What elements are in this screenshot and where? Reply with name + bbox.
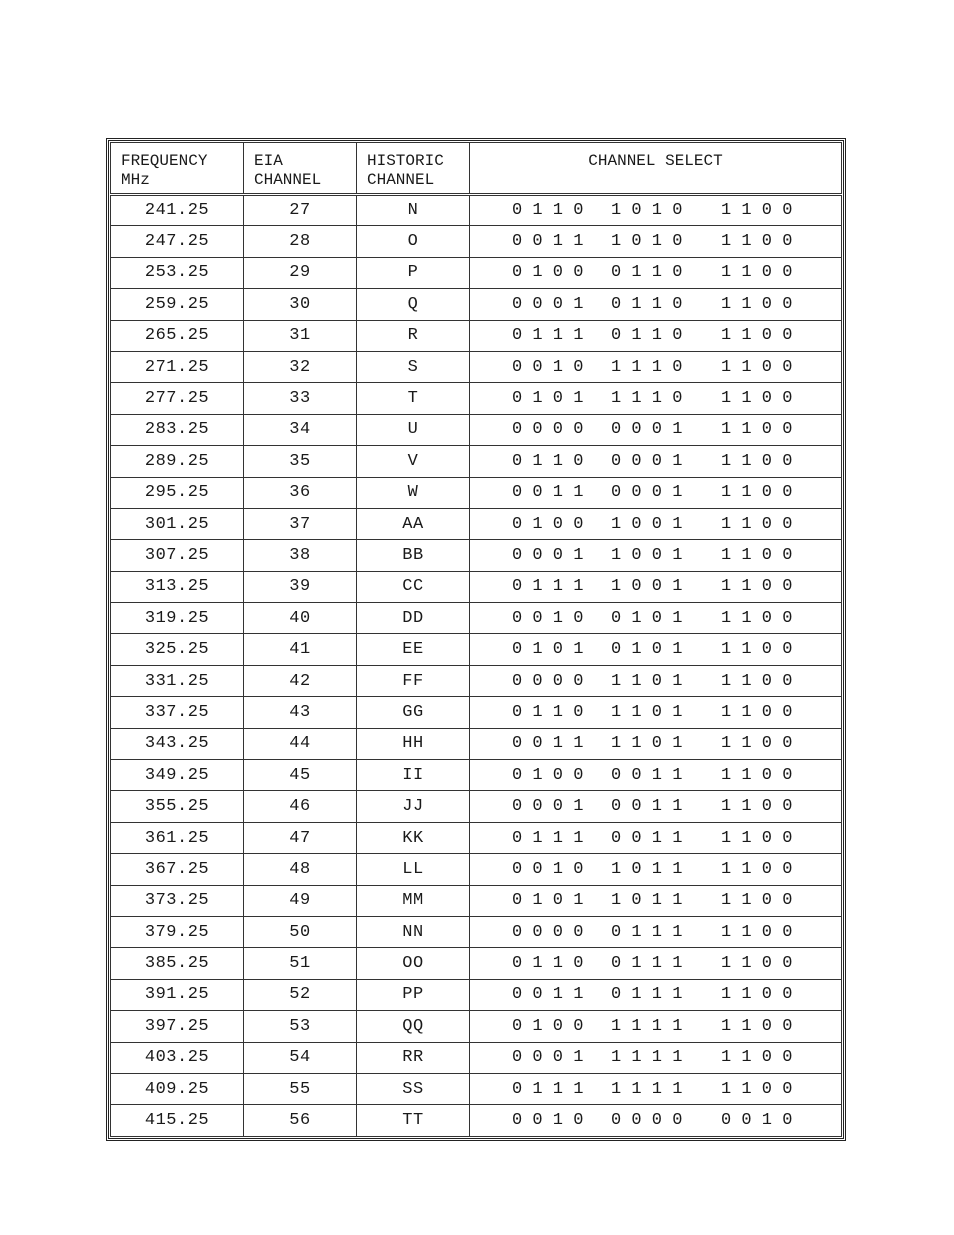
cell-historic-channel: V: [357, 446, 470, 477]
select-group-1: 0 0 1 1: [512, 483, 584, 503]
select-group-2: 0 1 1 1: [611, 985, 683, 1005]
cell-eia-channel: 33: [244, 383, 357, 414]
table-row: [111, 916, 842, 947]
select-group-1: 0 1 0 0: [512, 514, 584, 534]
select-group-3: 1 1 0 0: [721, 294, 793, 314]
cell-eia-channel: 29: [244, 257, 357, 288]
header-historic-line2: CHANNEL: [367, 171, 435, 189]
cell-eia-channel: 34: [244, 414, 357, 445]
select-group-3: 1 1 0 0: [721, 1016, 793, 1036]
table-row: [111, 728, 842, 759]
cell-channel-select: [470, 477, 842, 508]
cell-historic-channel: NN: [357, 916, 470, 947]
cell-historic-channel: T: [357, 383, 470, 414]
table-row: [111, 1011, 842, 1042]
cell-frequency: 379.25: [111, 916, 244, 947]
cell-historic-channel: GG: [357, 697, 470, 728]
select-group-2: 1 1 0 1: [611, 734, 683, 754]
select-group-3: 1 1 0 0: [721, 734, 793, 754]
cell-historic-channel: N: [357, 195, 470, 226]
select-group-1: 0 1 1 1: [512, 577, 584, 597]
select-group-1: 0 0 1 0: [512, 357, 584, 377]
cell-historic-channel: CC: [357, 571, 470, 602]
cell-historic-channel: FF: [357, 665, 470, 696]
select-group-2: 1 1 0 1: [611, 702, 683, 722]
table-row: [111, 351, 842, 382]
select-group-1: 0 1 1 1: [512, 1079, 584, 1099]
cell-eia-channel: 55: [244, 1073, 357, 1104]
cell-channel-select: [470, 1011, 842, 1042]
select-group-2: 1 0 0 1: [611, 577, 683, 597]
cell-channel-select: [470, 1105, 842, 1136]
cell-historic-channel: W: [357, 477, 470, 508]
select-group-1: 0 1 0 0: [512, 263, 584, 283]
select-group-2: 0 1 1 0: [611, 263, 683, 283]
table-row: [111, 226, 842, 257]
cell-channel-select: [470, 665, 842, 696]
select-group-3: 1 1 0 0: [721, 232, 793, 252]
table-row: [111, 697, 842, 728]
cell-frequency: 409.25: [111, 1073, 244, 1104]
select-group-3: 1 1 0 0: [721, 828, 793, 848]
select-group-3: 1 1 0 0: [721, 201, 793, 221]
header-channel-select: [470, 143, 842, 195]
cell-eia-channel: 56: [244, 1105, 357, 1136]
select-group-1: 0 1 1 0: [512, 954, 584, 974]
select-group-1: 0 1 1 0: [512, 451, 584, 471]
cell-frequency: 403.25: [111, 1042, 244, 1073]
cell-eia-channel: 54: [244, 1042, 357, 1073]
table-row: [111, 665, 842, 696]
cell-eia-channel: 31: [244, 320, 357, 351]
cell-historic-channel: QQ: [357, 1011, 470, 1042]
cell-channel-select: [470, 571, 842, 602]
cell-frequency: 271.25: [111, 351, 244, 382]
cell-historic-channel: P: [357, 257, 470, 288]
select-group-2: 0 0 0 1: [611, 451, 683, 471]
cell-channel-select: [470, 760, 842, 791]
cell-eia-channel: 43: [244, 697, 357, 728]
select-group-2: 1 1 1 0: [611, 357, 683, 377]
select-group-1: 0 1 1 0: [512, 702, 584, 722]
cell-historic-channel: RR: [357, 1042, 470, 1073]
select-group-2: 1 0 1 0: [611, 232, 683, 252]
table-row: [111, 822, 842, 853]
cell-historic-channel: DD: [357, 603, 470, 634]
select-group-2: 0 1 1 1: [611, 954, 683, 974]
cell-channel-select: [470, 289, 842, 320]
select-group-2: 0 0 1 1: [611, 797, 683, 817]
cell-frequency: 415.25: [111, 1105, 244, 1136]
cell-historic-channel: KK: [357, 822, 470, 853]
select-group-3: 1 1 0 0: [721, 357, 793, 377]
cell-channel-select: [470, 822, 842, 853]
select-group-2: 0 1 0 1: [611, 608, 683, 628]
cell-channel-select: [470, 854, 842, 885]
select-group-2: 0 1 0 1: [611, 640, 683, 660]
table-row: [111, 508, 842, 539]
cell-channel-select: [470, 320, 842, 351]
select-group-2: 1 0 1 0: [611, 201, 683, 221]
cell-eia-channel: 44: [244, 728, 357, 759]
cell-historic-channel: O: [357, 226, 470, 257]
select-group-1: 0 1 0 1: [512, 891, 584, 911]
select-group-1: 0 0 0 0: [512, 420, 584, 440]
cell-frequency: 265.25: [111, 320, 244, 351]
cell-channel-select: [470, 1073, 842, 1104]
select-group-3: 1 1 0 0: [721, 640, 793, 660]
select-group-3: 1 1 0 0: [721, 608, 793, 628]
cell-historic-channel: II: [357, 760, 470, 791]
cell-historic-channel: EE: [357, 634, 470, 665]
select-group-3: 1 1 0 0: [721, 985, 793, 1005]
select-group-1: 0 0 0 1: [512, 545, 584, 565]
cell-historic-channel: U: [357, 414, 470, 445]
cell-frequency: 397.25: [111, 1011, 244, 1042]
cell-frequency: 295.25: [111, 477, 244, 508]
cell-eia-channel: 32: [244, 351, 357, 382]
select-group-3: 1 1 0 0: [721, 577, 793, 597]
table-row: [111, 477, 842, 508]
select-group-3: 1 1 0 0: [721, 1048, 793, 1068]
cell-frequency: 241.25: [111, 195, 244, 226]
select-group-2: 0 0 0 0: [611, 1111, 683, 1131]
table-row: [111, 760, 842, 791]
cell-frequency: 325.25: [111, 634, 244, 665]
select-group-2: 0 0 0 1: [611, 420, 683, 440]
header-channel-select-label: CHANNEL SELECT: [588, 152, 723, 170]
select-group-3: 1 1 0 0: [721, 859, 793, 879]
cell-eia-channel: 49: [244, 885, 357, 916]
select-group-3: 1 1 0 0: [721, 420, 793, 440]
cell-frequency: 343.25: [111, 728, 244, 759]
select-group-3: 1 1 0 0: [721, 451, 793, 471]
table-row: [111, 1105, 842, 1136]
select-group-1: 0 0 1 1: [512, 734, 584, 754]
select-group-2: 0 0 0 1: [611, 483, 683, 503]
cell-frequency: 259.25: [111, 289, 244, 320]
cell-eia-channel: 46: [244, 791, 357, 822]
select-group-1: 0 0 1 0: [512, 859, 584, 879]
cell-historic-channel: BB: [357, 540, 470, 571]
cell-historic-channel: LL: [357, 854, 470, 885]
cell-eia-channel: 42: [244, 665, 357, 696]
select-group-2: 1 0 1 1: [611, 891, 683, 911]
table-row: [111, 414, 842, 445]
cell-historic-channel: HH: [357, 728, 470, 759]
select-group-3: 1 1 0 0: [721, 671, 793, 691]
select-group-2: 0 1 1 0: [611, 294, 683, 314]
cell-eia-channel: 36: [244, 477, 357, 508]
cell-frequency: 319.25: [111, 603, 244, 634]
header-eia-line1: EIA: [254, 152, 283, 170]
header-row: [111, 143, 842, 195]
select-group-3: 1 1 0 0: [721, 797, 793, 817]
cell-historic-channel: Q: [357, 289, 470, 320]
table-row: [111, 289, 842, 320]
cell-frequency: 391.25: [111, 979, 244, 1010]
header-frequency-line2: MHz: [121, 171, 150, 189]
cell-channel-select: [470, 916, 842, 947]
select-group-3: 1 1 0 0: [721, 389, 793, 409]
cell-channel-select: [470, 257, 842, 288]
select-group-1: 0 0 0 1: [512, 1048, 584, 1068]
select-group-2: 1 0 1 1: [611, 859, 683, 879]
select-group-3: 1 1 0 0: [721, 954, 793, 974]
cell-frequency: 247.25: [111, 226, 244, 257]
select-group-2: 1 0 0 1: [611, 545, 683, 565]
table-row: [111, 320, 842, 351]
select-group-1: 0 0 0 0: [512, 671, 584, 691]
cell-historic-channel: R: [357, 320, 470, 351]
table-header: [111, 143, 842, 195]
cell-channel-select: [470, 414, 842, 445]
select-group-3: 1 1 0 0: [721, 545, 793, 565]
table-row: [111, 885, 842, 916]
cell-channel-select: [470, 508, 842, 539]
cell-eia-channel: 35: [244, 446, 357, 477]
select-group-1: 0 0 1 0: [512, 1111, 584, 1131]
table-row: [111, 257, 842, 288]
cell-eia-channel: 40: [244, 603, 357, 634]
cell-frequency: 355.25: [111, 791, 244, 822]
header-eia-line2: CHANNEL: [254, 171, 322, 189]
cell-frequency: 349.25: [111, 760, 244, 791]
select-group-2: 1 1 1 1: [611, 1048, 683, 1068]
cell-eia-channel: 45: [244, 760, 357, 791]
cell-frequency: 367.25: [111, 854, 244, 885]
cell-frequency: 289.25: [111, 446, 244, 477]
table-row: [111, 948, 842, 979]
select-group-3: 1 1 0 0: [721, 891, 793, 911]
table-row: [111, 854, 842, 885]
select-group-2: 1 1 1 1: [611, 1016, 683, 1036]
cell-eia-channel: 27: [244, 195, 357, 226]
select-group-1: 0 1 1 1: [512, 326, 584, 346]
cell-eia-channel: 52: [244, 979, 357, 1010]
table-row: [111, 446, 842, 477]
cell-eia-channel: 53: [244, 1011, 357, 1042]
cell-historic-channel: JJ: [357, 791, 470, 822]
cell-frequency: 313.25: [111, 571, 244, 602]
cell-historic-channel: SS: [357, 1073, 470, 1104]
cell-eia-channel: 41: [244, 634, 357, 665]
cell-channel-select: [470, 885, 842, 916]
cell-eia-channel: 48: [244, 854, 357, 885]
cell-eia-channel: 50: [244, 916, 357, 947]
cell-channel-select: [470, 697, 842, 728]
select-group-2: 1 0 0 1: [611, 514, 683, 534]
cell-historic-channel: AA: [357, 508, 470, 539]
cell-eia-channel: 39: [244, 571, 357, 602]
cell-frequency: 337.25: [111, 697, 244, 728]
cell-eia-channel: 51: [244, 948, 357, 979]
header-frequency: [111, 143, 244, 195]
cell-historic-channel: MM: [357, 885, 470, 916]
cell-eia-channel: 30: [244, 289, 357, 320]
table-row: [111, 1073, 842, 1104]
cell-historic-channel: TT: [357, 1105, 470, 1136]
cell-channel-select: [470, 728, 842, 759]
select-group-1: 0 0 0 1: [512, 797, 584, 817]
select-group-2: 0 0 1 1: [611, 828, 683, 848]
select-group-1: 0 0 0 1: [512, 294, 584, 314]
header-eia-channel: [244, 143, 357, 195]
select-group-1: 0 0 1 1: [512, 232, 584, 252]
table-row: [111, 540, 842, 571]
select-group-3: 1 1 0 0: [721, 1079, 793, 1099]
select-group-1: 0 1 0 0: [512, 765, 584, 785]
cell-historic-channel: OO: [357, 948, 470, 979]
cell-frequency: 385.25: [111, 948, 244, 979]
select-group-1: 0 0 1 1: [512, 985, 584, 1005]
channel-table-frame: [106, 138, 846, 1141]
table-row: [111, 383, 842, 414]
cell-channel-select: [470, 634, 842, 665]
cell-eia-channel: 37: [244, 508, 357, 539]
select-group-2: 1 1 1 1: [611, 1079, 683, 1099]
select-group-1: 0 1 0 1: [512, 640, 584, 660]
select-group-1: 0 1 1 1: [512, 828, 584, 848]
select-group-2: 1 1 1 0: [611, 389, 683, 409]
cell-channel-select: [470, 351, 842, 382]
cell-historic-channel: PP: [357, 979, 470, 1010]
select-group-3: 1 1 0 0: [721, 326, 793, 346]
table-row: [111, 195, 842, 226]
cell-channel-select: [470, 446, 842, 477]
cell-channel-select: [470, 195, 842, 226]
select-group-3: 1 1 0 0: [721, 263, 793, 283]
cell-channel-select: [470, 948, 842, 979]
cell-frequency: 301.25: [111, 508, 244, 539]
cell-frequency: 373.25: [111, 885, 244, 916]
select-group-1: 0 1 1 0: [512, 201, 584, 221]
table-row: [111, 979, 842, 1010]
select-group-3: 0 0 1 0: [721, 1111, 793, 1131]
select-group-1: 0 1 0 0: [512, 1016, 584, 1036]
header-historic-channel: [357, 143, 470, 195]
cell-channel-select: [470, 603, 842, 634]
cell-eia-channel: 38: [244, 540, 357, 571]
select-group-2: 1 1 0 1: [611, 671, 683, 691]
select-group-1: 0 0 0 0: [512, 922, 584, 942]
select-group-3: 1 1 0 0: [721, 483, 793, 503]
table-row: [111, 634, 842, 665]
select-group-1: 0 1 0 1: [512, 389, 584, 409]
cell-frequency: 253.25: [111, 257, 244, 288]
select-group-3: 1 1 0 0: [721, 514, 793, 534]
select-group-3: 1 1 0 0: [721, 702, 793, 722]
cell-frequency: 283.25: [111, 414, 244, 445]
cell-channel-select: [470, 226, 842, 257]
header-frequency-line1: FREQUENCY: [121, 152, 208, 170]
table-row: [111, 791, 842, 822]
select-group-2: 0 1 1 1: [611, 922, 683, 942]
cell-channel-select: [470, 979, 842, 1010]
cell-channel-select: [470, 540, 842, 571]
select-group-3: 1 1 0 0: [721, 922, 793, 942]
select-group-2: 0 0 1 1: [611, 765, 683, 785]
table-row: [111, 1042, 842, 1073]
select-group-3: 1 1 0 0: [721, 765, 793, 785]
table-row: [111, 603, 842, 634]
cell-channel-select: [470, 1042, 842, 1073]
channel-select-table: [110, 142, 842, 1137]
select-group-1: 0 0 1 0: [512, 608, 584, 628]
table-body: [111, 195, 842, 1137]
cell-channel-select: [470, 791, 842, 822]
cell-frequency: 331.25: [111, 665, 244, 696]
cell-channel-select: [470, 383, 842, 414]
cell-frequency: 277.25: [111, 383, 244, 414]
header-historic-line1: HISTORIC: [367, 152, 444, 170]
table-row: [111, 571, 842, 602]
select-group-2: 0 1 1 0: [611, 326, 683, 346]
cell-historic-channel: S: [357, 351, 470, 382]
cell-eia-channel: 28: [244, 226, 357, 257]
cell-frequency: 361.25: [111, 822, 244, 853]
cell-eia-channel: 47: [244, 822, 357, 853]
cell-frequency: 307.25: [111, 540, 244, 571]
